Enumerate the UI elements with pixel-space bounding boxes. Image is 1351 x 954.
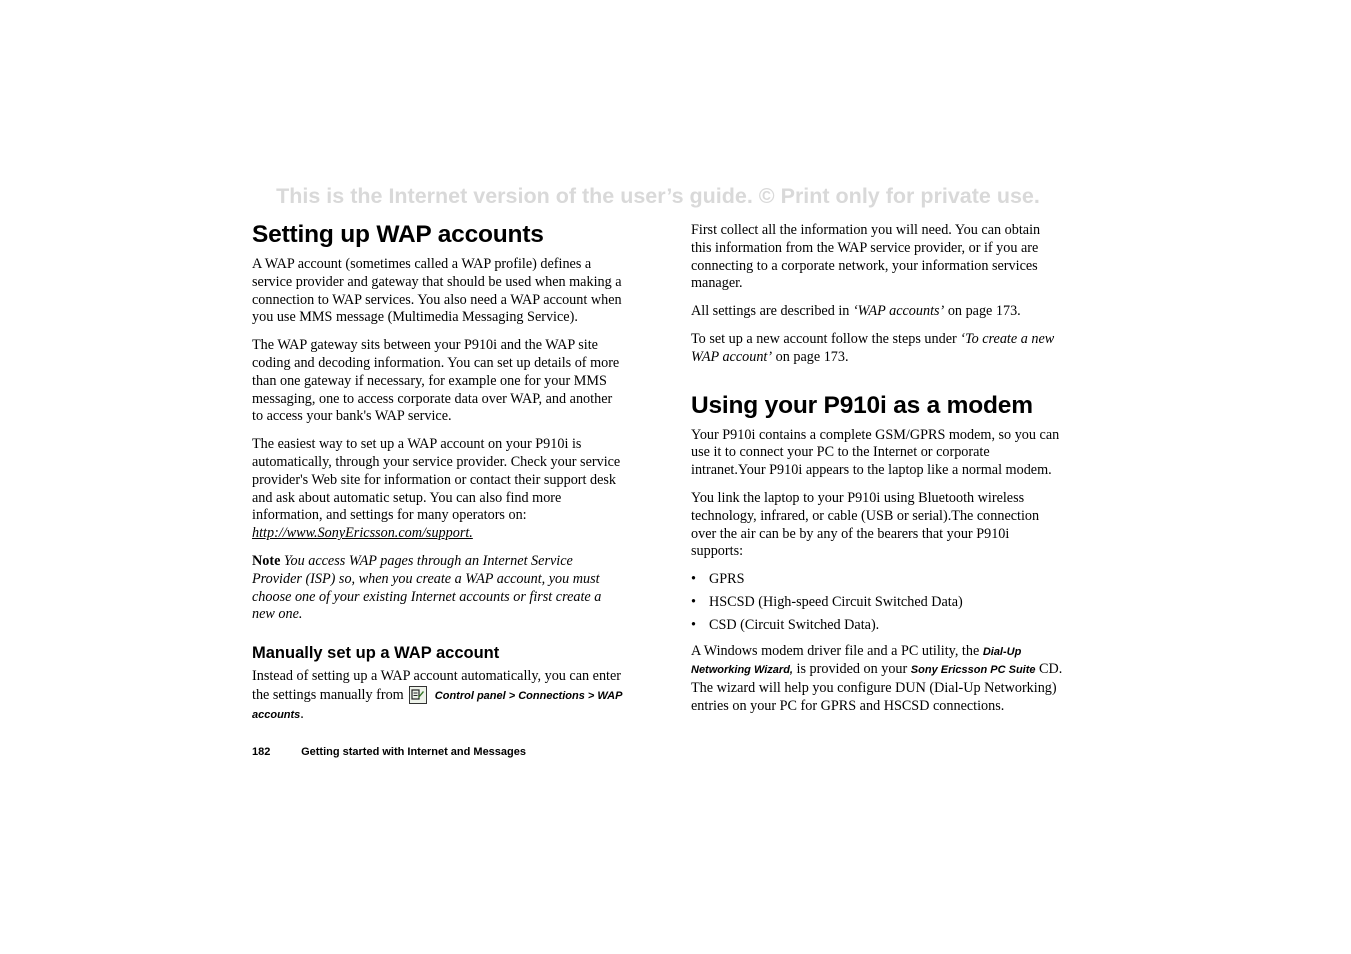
manual-setup-end: . <box>300 705 304 722</box>
control-panel-path: Control panel > Connections > WAP accounts <box>252 689 623 721</box>
settings-reference-text: All settings are described in <box>691 303 850 320</box>
automatic-setup-text: The easiest way to set up a WAP account on your P910i is automatically, through your service provider. Check your service provider's Web site for information or contact their support desk and ask about automatic setup. You can also find more information, and settings for many operators on: <box>252 436 621 524</box>
paragraph-automatic-setup <box>252 436 624 543</box>
new-account-page: on page 173. <box>775 348 849 365</box>
paragraph-settings-reference <box>691 303 1063 321</box>
pc-suite-name: Sony Ericsson PC Suite <box>910 664 1036 677</box>
paragraph-new-account-reference <box>691 331 1063 367</box>
bearer-list <box>691 571 1063 634</box>
note-text: You access WAP pages through an Internet Service Provider (ISP) so, when you create a WAP account, you must choose one of your existing Internet accounts or first create a new one. <box>252 552 602 623</box>
watermark: This is the Internet version of the user’s guide. © Print only for private use. <box>276 184 1040 208</box>
subheading-manual-setup: Manually set up a WAP account <box>252 644 500 663</box>
paragraph-wap-gateway: The WAP gateway sits between your P910i and the WAP site coding and decoding information. You can set up details of more than one gateway if necessary, for example one for your MMS messaging, one to access corporate data over WAP, and another to access your bank's WAP service. <box>252 337 620 425</box>
list-item: • HSCSD (High-speed Circuit Switched Data) <box>691 594 1063 612</box>
modem-driver-text: A Windows modem driver file and a PC utility, the <box>691 642 980 659</box>
section-heading-modem: Using your P910i as a modem <box>691 391 1033 419</box>
section-heading-wap-accounts: Setting up WAP accounts <box>252 221 544 248</box>
modem-driver-end: CD. The wizard will help you configure DUN (Dial-Up Networking) entries on your PC for GPRS and HSCSD connections. <box>691 661 1063 714</box>
list-item: • CSD (Circuit Switched Data). <box>691 617 1063 635</box>
page-number: 182 <box>252 746 271 758</box>
paragraph-manual-setup <box>252 668 624 724</box>
settings-reference-page: on page 173. <box>947 303 1021 320</box>
note-label: Note <box>252 552 281 569</box>
paragraph-wap-account-definition: A WAP account (sometimes called a WAP profile) defines a service provider and gateway that should be used when making a connection to WAP services. You also need a WAP account when you use MMS message (Multimedia Messaging Service). <box>252 256 622 326</box>
new-account-text: To set up a new account follow the steps under <box>691 330 957 347</box>
paragraph-modem-description: Your P910i contains a complete GSM/GPRS modem, so you can use it to connect your PC to the Internet or corporate intranet.Your P910i appears to the laptop like a normal modem. <box>691 426 1060 479</box>
manual-setup-text: Instead of setting up a WAP account automatically, you can enter the settings manually from <box>252 668 622 703</box>
note-paragraph <box>252 553 624 624</box>
paragraph-connection-methods: You link the laptop to your P910i using Bluetooth wireless technology, infrared, or cable (USB or serial).The connection over the air can be by any of the bearers that your P910i supports: <box>691 489 1040 560</box>
paragraph-collect-information: First collect all the information you will need. You can obtain this information from the WAP service provider, or if you are connecting to a corporate network, your information services manager. <box>691 222 1041 292</box>
support-link[interactable]: http://www.SonyEricsson.com/support. <box>252 525 473 542</box>
create-account-reference: ‘To create a new WAP account’ <box>691 330 1055 365</box>
dialup-wizard-name: Dial-Up Networking Wizard, <box>691 645 1022 677</box>
control-panel-icon <box>409 686 427 704</box>
paragraph-modem-driver <box>691 643 1063 716</box>
modem-driver-mid: is provided on your <box>796 661 908 678</box>
right-column <box>691 222 1063 726</box>
left-column <box>252 220 624 735</box>
wap-accounts-reference: ‘WAP accounts’ <box>852 303 945 320</box>
footer-section-title: Getting started with Internet and Messages <box>301 746 526 758</box>
page-footer <box>252 746 526 758</box>
list-item: • GPRS <box>691 571 1063 589</box>
